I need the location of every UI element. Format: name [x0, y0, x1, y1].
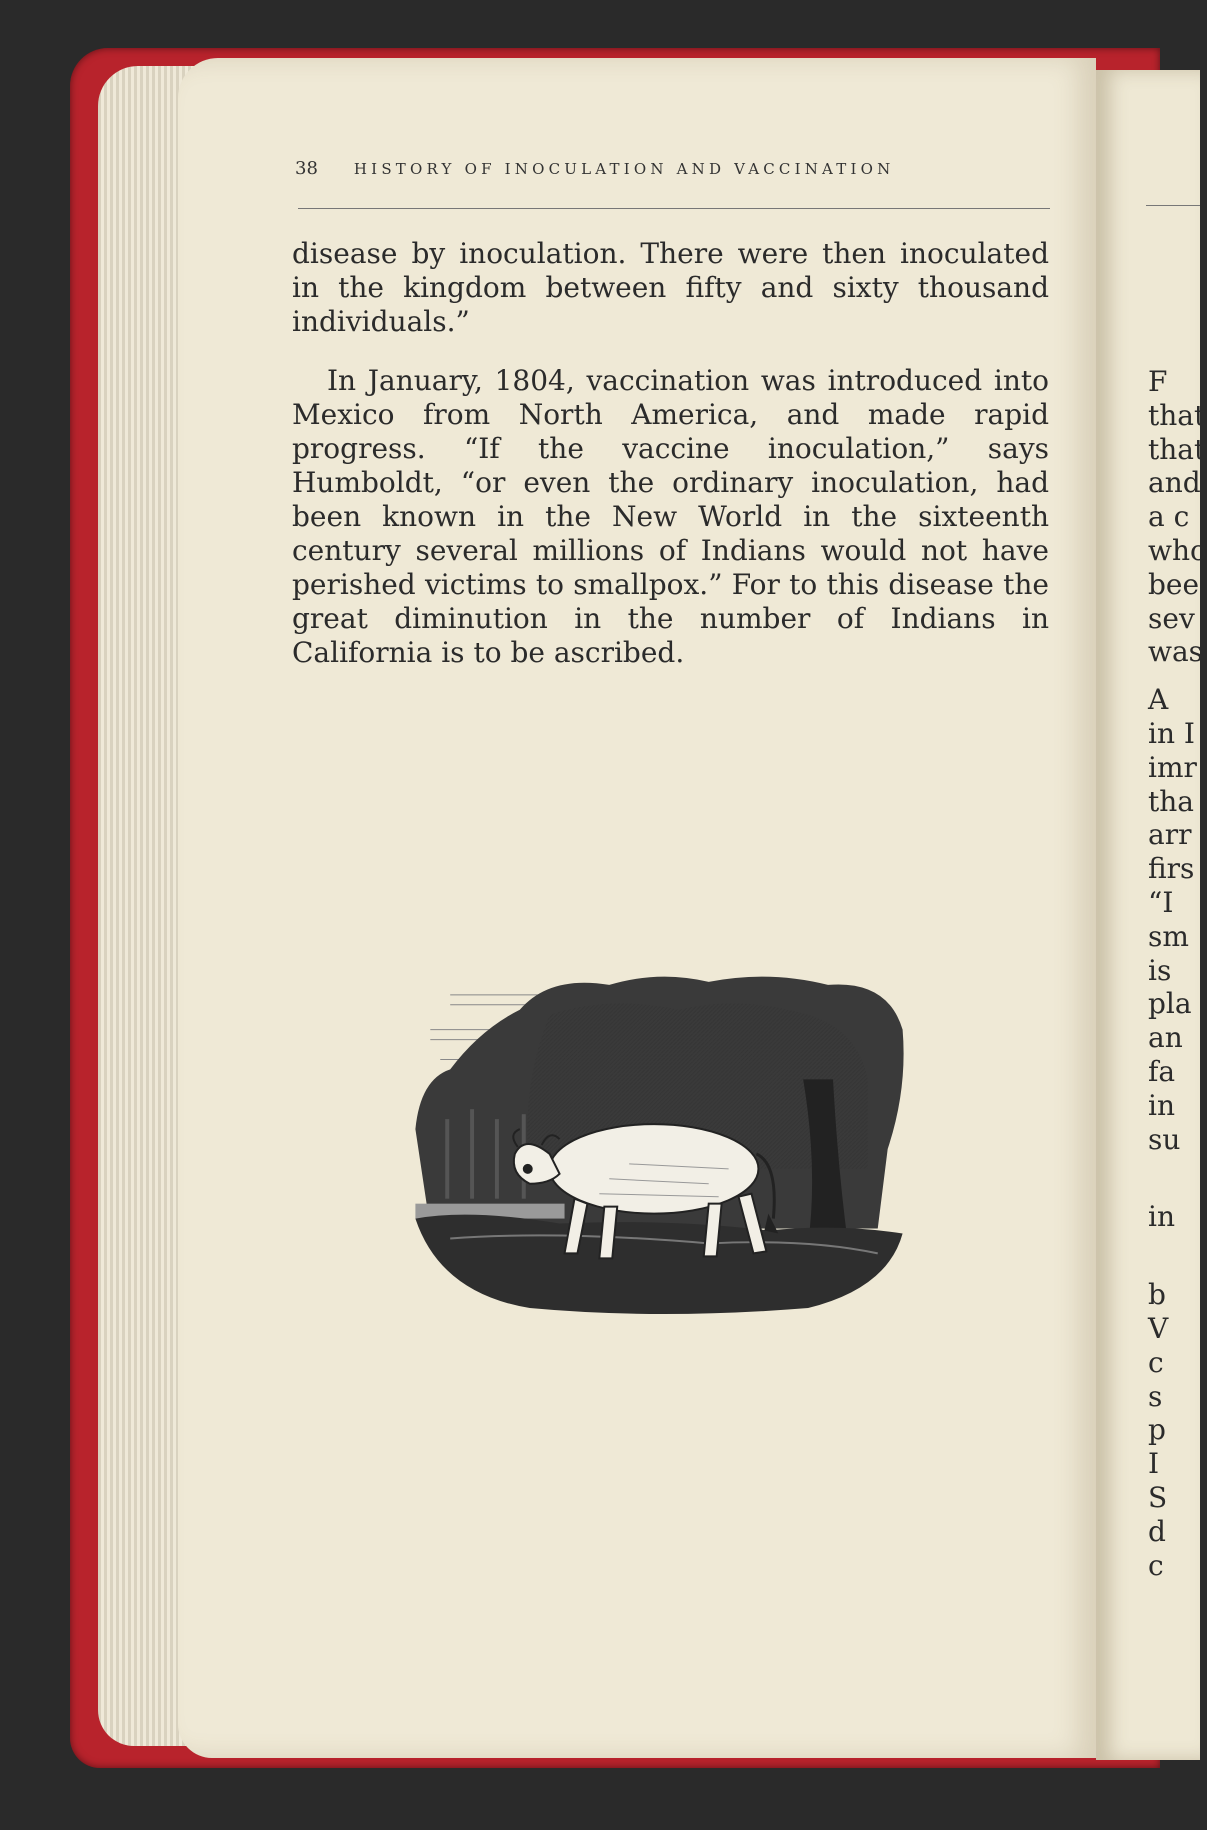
page-number: 38 — [295, 158, 318, 179]
paragraph-2: In January, 1804, vaccination was introduced into Mexico from North America, and made rapid progress. “If the vaccine inoculation,” says Humboldt, “or even the ordinary inoculation, had been known in the New World in the sixteenth century several millions of Indians would not have perished victims to smallpox.” For to this disease the great diminution in the number of Indians in California is to be ascribed. — [292, 364, 1049, 669]
bull-woodcut-illustration — [408, 970, 910, 1318]
paragraph-1: disease by inoculation. There were then inoculated in the kingdom between fifty and sixty thousand individuals.” — [292, 237, 1049, 338]
facing-page-text: F that that and a c who bee sev was A in I imr tha arr firs “I sm is pla an fa in su in b V c s p I S d c — [1148, 365, 1207, 1582]
running-head: HISTORY OF INOCULATION AND VACCINATION — [353, 160, 895, 178]
running-header — [295, 158, 1050, 179]
facing-header-rule — [1146, 205, 1200, 206]
header-rule — [298, 208, 1050, 209]
